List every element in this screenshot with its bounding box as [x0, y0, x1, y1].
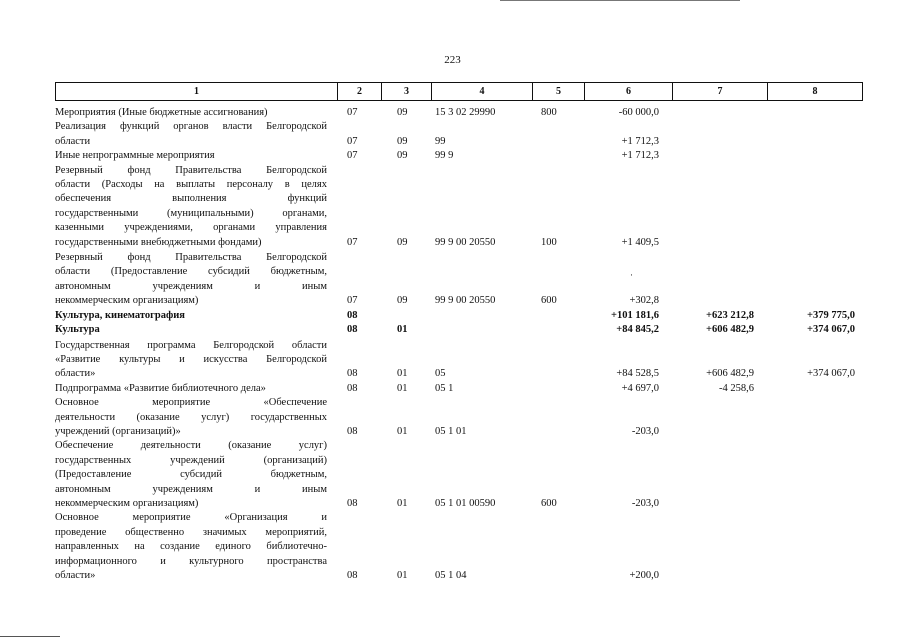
- description-line: Основное мероприятие «Организация и: [55, 512, 327, 524]
- table-row: [55, 511, 862, 583]
- cell-c6: +84 845,2: [616, 324, 659, 336]
- description-line: казенными учреждениями, органами управления: [55, 222, 327, 234]
- cell-c6: -203,0: [631, 497, 659, 509]
- description-line: направленных на создание единого библиотечно-: [55, 541, 327, 553]
- table-row: [55, 396, 862, 439]
- description-line: Культура, кинематография: [55, 309, 185, 321]
- description-line: информационного и культурного пространства: [55, 555, 327, 567]
- cell-c2: 08: [347, 324, 358, 336]
- cell-c8: +374 067,0: [807, 324, 855, 336]
- cell-c2: 07: [347, 295, 358, 307]
- cell-c8: +379 775,0: [807, 309, 855, 321]
- column-header-3: 3: [382, 83, 432, 101]
- cell-c6: +84 528,5: [616, 368, 659, 380]
- row-description: [55, 396, 327, 439]
- row-description: [55, 439, 327, 511]
- budget-table-body: [55, 106, 862, 583]
- table-row: [55, 106, 862, 120]
- cell-c6: -60 000,0: [618, 107, 659, 118]
- row-description: [55, 164, 327, 250]
- cell-c3: 09: [397, 150, 408, 162]
- row-description: [55, 106, 327, 120]
- description-line: области»: [55, 570, 96, 581]
- cell-c6: +1 712,3: [621, 135, 659, 147]
- description-line: автономным учреждениям и иным: [55, 483, 327, 495]
- cell-c2: 08: [347, 309, 358, 321]
- row-description: [55, 339, 327, 382]
- cell-c3: 01: [397, 570, 408, 581]
- row-description: [55, 382, 327, 396]
- cell-c6: +302,8: [629, 295, 659, 307]
- description-line: государственными (муниципальными) органами,: [55, 207, 327, 219]
- cell-c8: +374 067,0: [807, 368, 855, 380]
- cell-c2: 08: [347, 382, 358, 394]
- description-line: области (Предоставление субсидий бюджетным,: [55, 266, 327, 278]
- row-description: [55, 323, 327, 337]
- description-line: некоммерческим организациям): [55, 497, 199, 509]
- description-line: проведение общественно значимых мероприятий,: [55, 526, 327, 538]
- scan-speck: ·: [630, 270, 633, 280]
- cell-c4: 05 1 04: [435, 570, 467, 581]
- description-line: автономным учреждениям и иным: [55, 280, 327, 292]
- row-description: [55, 251, 327, 309]
- table-row: [55, 309, 862, 323]
- cell-c2: 07: [347, 236, 358, 248]
- cell-c4: 99 9 00 20550: [435, 295, 496, 307]
- cell-c3: 09: [397, 107, 408, 118]
- cell-c4: 05 1: [435, 382, 454, 394]
- cell-c3: 01: [397, 425, 408, 437]
- cell-c5: 100: [541, 236, 557, 248]
- description-line: Мероприятия (Иные бюджетные ассигнования): [55, 107, 268, 118]
- cell-c6: -203,0: [631, 425, 659, 437]
- cell-c3: 01: [397, 368, 408, 380]
- cell-c6: +1 712,3: [621, 150, 659, 162]
- scan-bottom-line: [0, 636, 60, 637]
- cell-c4: 05 1 01 00590: [435, 497, 496, 509]
- cell-c5: 800: [541, 107, 557, 118]
- cell-c6: +1 409,5: [621, 236, 659, 248]
- description-line: Резервный фонд Правительства Белгородской: [55, 252, 327, 264]
- description-line: «Развитие культуры и искусства Белгородской: [55, 353, 327, 365]
- description-line: Основное мероприятие «Обеспечение: [55, 397, 327, 409]
- description-line: Подпрограмма «Развитие библиотечного дела»: [55, 382, 266, 394]
- cell-c6: +200,0: [629, 570, 659, 581]
- description-line: области: [55, 135, 91, 147]
- row-description: [55, 511, 327, 583]
- table-row: [55, 164, 862, 250]
- column-header-6: 6: [585, 83, 673, 101]
- column-header-4: 4: [432, 83, 533, 101]
- cell-c7: +623 212,8: [706, 309, 754, 321]
- cell-c3: 01: [397, 382, 408, 394]
- description-line: государственных учреждений (организаций): [55, 454, 327, 466]
- table-row: [55, 120, 862, 149]
- column-header-1: 1: [56, 83, 338, 101]
- description-line: Реализация функций органов власти Белгородской: [55, 121, 327, 133]
- cell-c2: 08: [347, 570, 358, 581]
- table-row: [55, 323, 862, 337]
- cell-c5: 600: [541, 497, 557, 509]
- cell-c4: 99 9: [435, 150, 454, 162]
- cell-c7: -4 258,6: [719, 382, 754, 394]
- column-header-table: [55, 82, 863, 101]
- cell-c4: 99: [435, 135, 446, 147]
- description-line: Иные непрограммные мероприятия: [55, 150, 215, 162]
- cell-c2: 07: [347, 135, 358, 147]
- cell-c2: 08: [347, 368, 358, 380]
- description-line: Государственная программа Белгородской области: [55, 339, 327, 351]
- page-number: 223: [444, 54, 461, 66]
- description-line: (Предоставление субсидий бюджетным,: [55, 469, 327, 481]
- column-header-7: 7: [673, 83, 768, 101]
- description-line: области (Расходы на выплаты персоналу в целях: [55, 179, 327, 191]
- row-description: [55, 149, 327, 163]
- cell-c2: 07: [347, 107, 358, 118]
- table-row: [55, 382, 862, 396]
- cell-c4: 15 3 02 29990: [435, 107, 496, 118]
- cell-c2: 08: [347, 497, 358, 509]
- cell-c3: 09: [397, 236, 408, 248]
- table-row: [55, 339, 862, 382]
- table-row: [55, 439, 862, 511]
- description-line: деятельности (оказание услуг) государственных: [55, 411, 327, 423]
- description-line: области»: [55, 368, 96, 380]
- row-description: [55, 309, 327, 323]
- cell-c4: 99 9 00 20550: [435, 236, 496, 248]
- cell-c4: 05 1 01: [435, 425, 467, 437]
- description-line: Обеспечение деятельности (оказание услуг): [55, 440, 327, 452]
- description-line: Резервный фонд Правительства Белгородской: [55, 164, 327, 176]
- cell-c3: 09: [397, 135, 408, 147]
- scan-edge-line: [500, 0, 740, 1]
- cell-c3: 01: [397, 497, 408, 509]
- cell-c7: +606 482,9: [706, 324, 754, 336]
- column-header-5: 5: [533, 83, 585, 101]
- cell-c6: +101 181,6: [611, 309, 659, 321]
- cell-c5: 600: [541, 295, 557, 307]
- cell-c7: +606 482,9: [706, 368, 754, 380]
- description-line: Культура: [55, 324, 100, 336]
- description-line: государственными внебюджетными фондами): [55, 236, 262, 248]
- cell-c6: +4 697,0: [621, 382, 659, 394]
- column-header-8: 8: [768, 83, 863, 101]
- cell-c3: 01: [397, 324, 408, 336]
- table-row: [55, 251, 862, 309]
- description-line: некоммерческим организациям): [55, 295, 199, 307]
- row-description: [55, 120, 327, 149]
- description-line: обеспечения выполнения функций: [55, 193, 327, 205]
- column-header-row: [56, 83, 863, 101]
- cell-c2: 08: [347, 425, 358, 437]
- cell-c2: 07: [347, 150, 358, 162]
- description-line: учреждений (организаций)»: [55, 425, 181, 437]
- table-row: [55, 149, 862, 163]
- cell-c3: 09: [397, 295, 408, 307]
- column-header-2: 2: [338, 83, 382, 101]
- cell-c4: 05: [435, 368, 446, 380]
